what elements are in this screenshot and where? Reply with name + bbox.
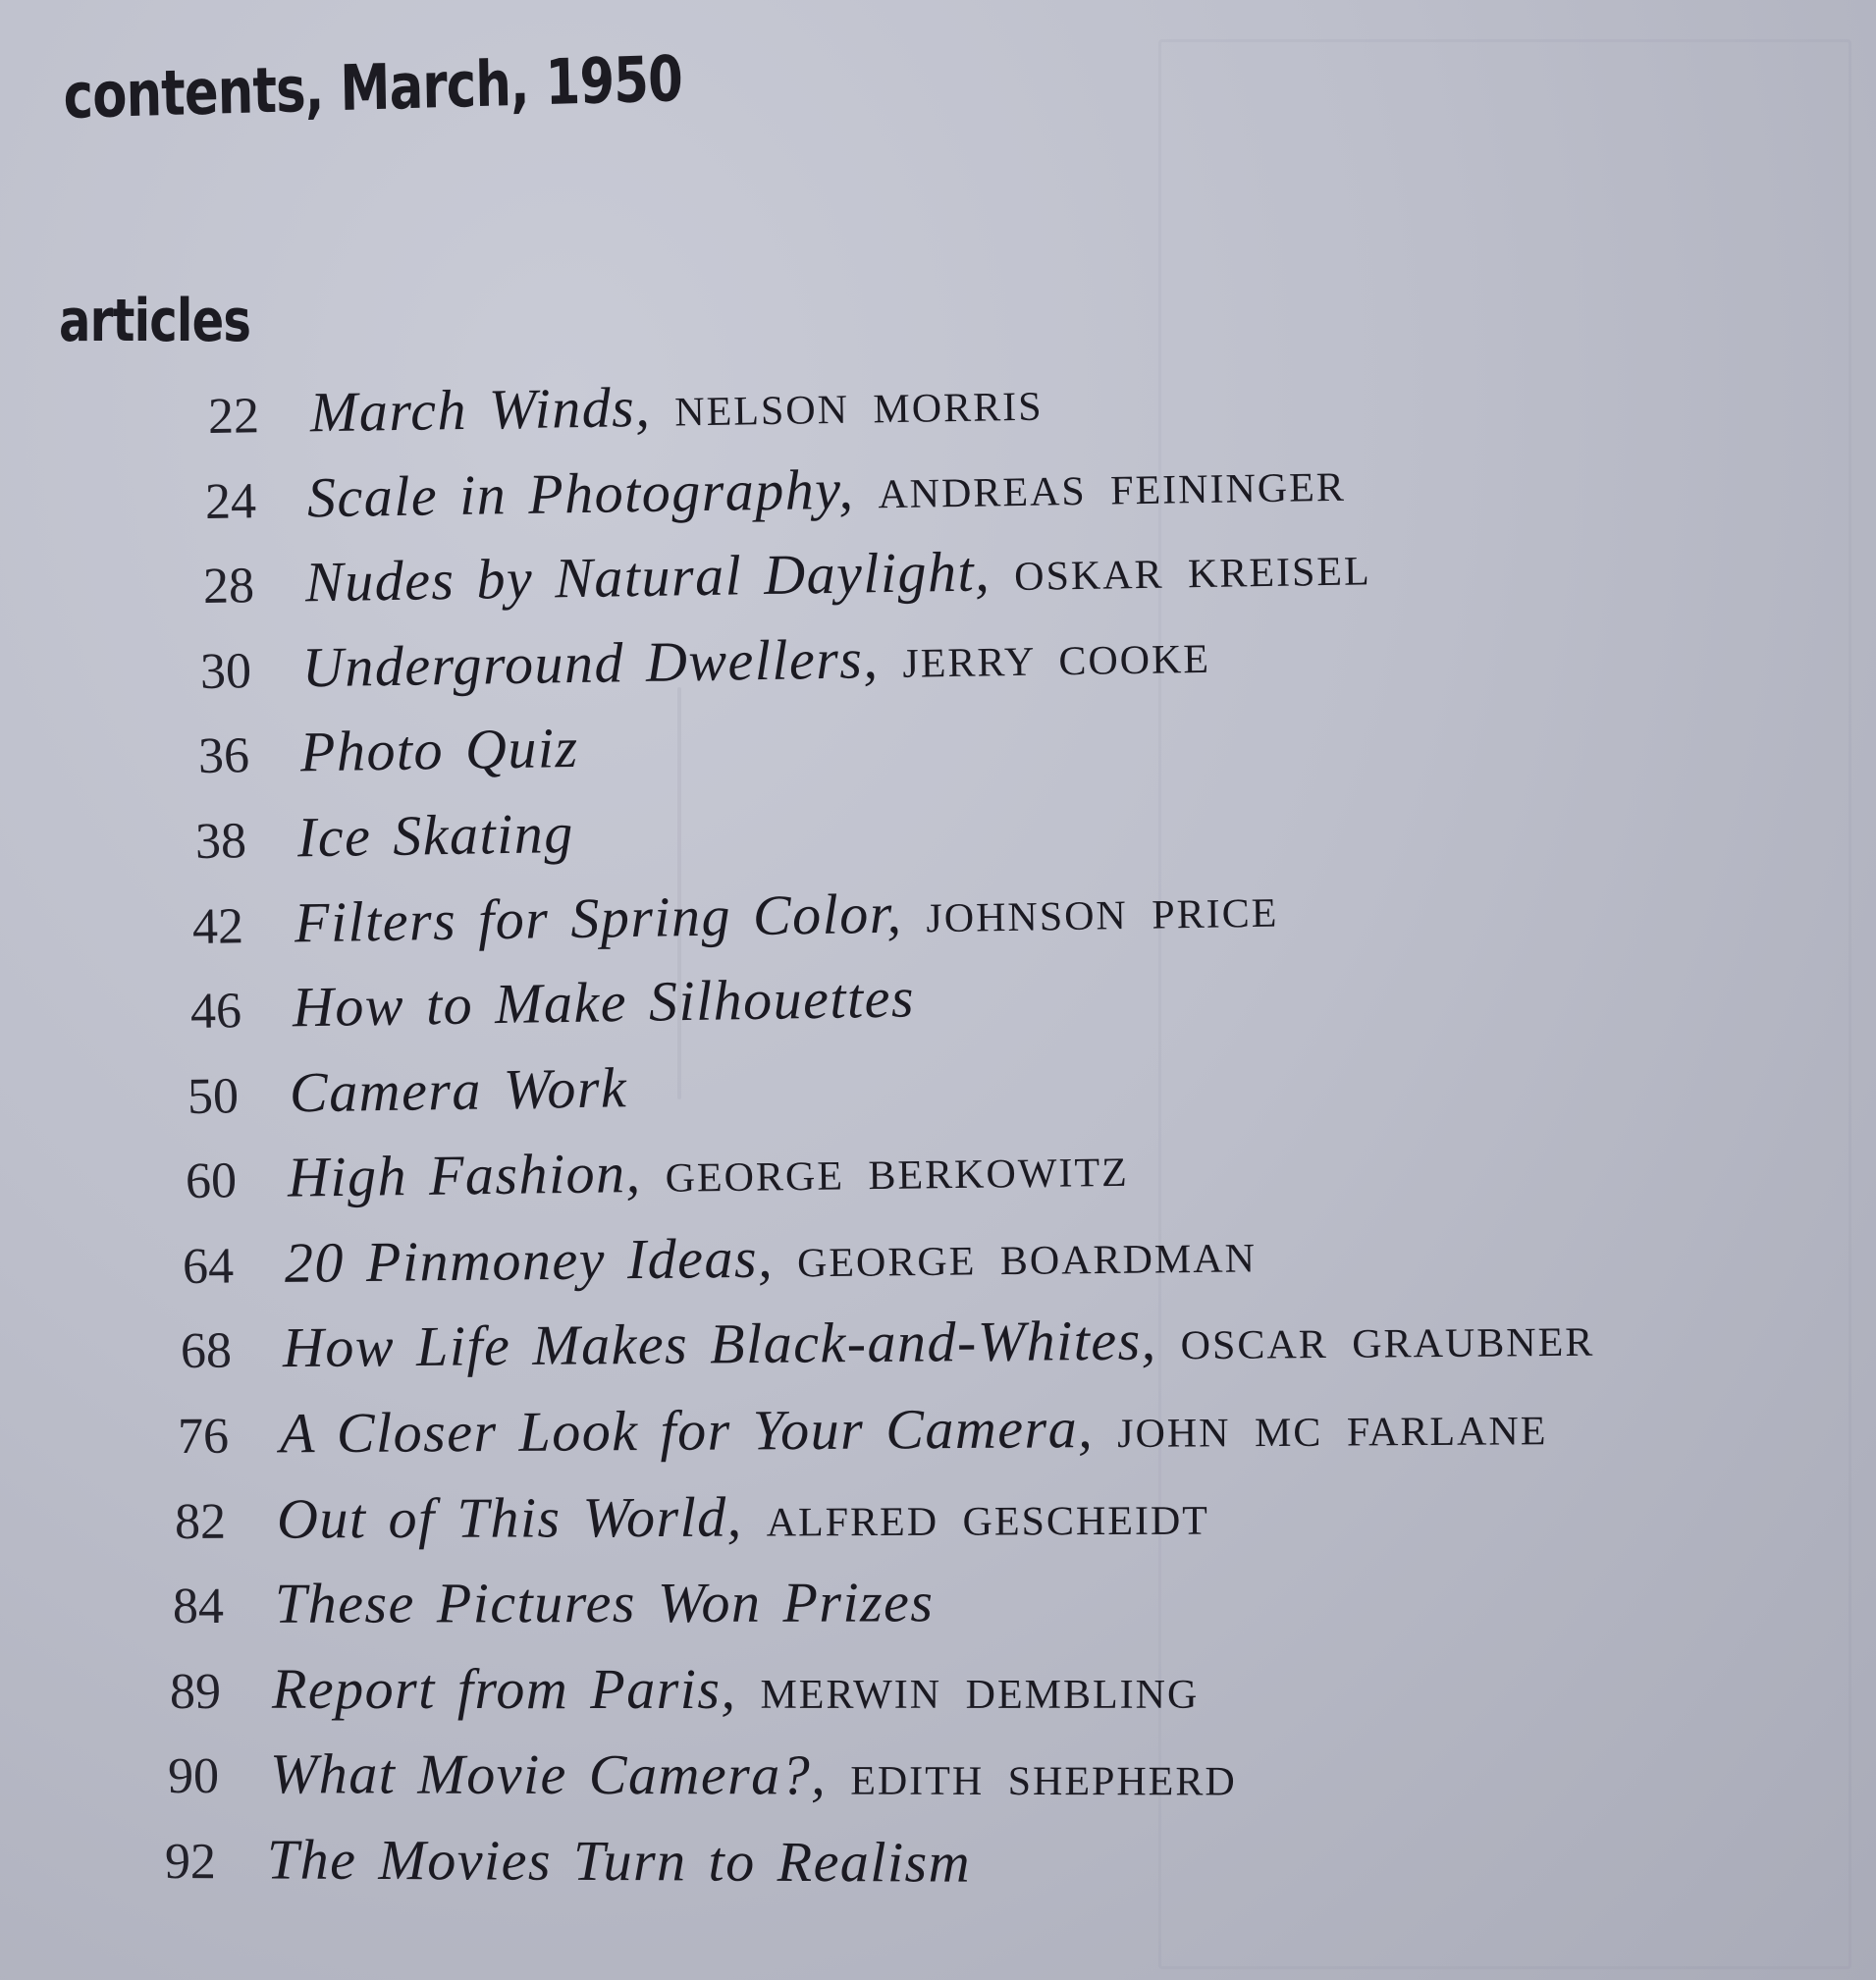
list-item: [180, 1304, 1594, 1384]
list-item: [188, 1054, 628, 1130]
list-item: [185, 1134, 1129, 1214]
article-title: Filters for Spring Color,: [294, 881, 904, 954]
article-title: How to Make Silhouettes: [292, 965, 916, 1040]
article-title: Out of This World,: [277, 1484, 744, 1551]
article-author: JOHNSON PRICE: [926, 890, 1280, 941]
article-author: NELSON MORRIS: [673, 384, 1044, 436]
page-title: contents, March, 1950: [63, 43, 683, 134]
page-number: 60: [185, 1152, 238, 1210]
section-title: articles: [59, 287, 251, 355]
page-number: 84: [172, 1579, 224, 1635]
list-item: [197, 715, 579, 789]
article-title: A Closer Look for Your Camera,: [279, 1396, 1095, 1466]
page-number: 38: [194, 813, 247, 870]
list-item: [178, 1392, 1548, 1470]
page-number: 76: [177, 1408, 230, 1466]
article-title: Underground Dwellers,: [301, 625, 881, 700]
article-author: GEORGE BOARDMAN: [796, 1236, 1258, 1287]
list-item: [173, 1570, 935, 1640]
page-number: 30: [199, 642, 252, 700]
article-author: EDITH SHEPHERD: [849, 1758, 1237, 1805]
article-author: ANDREAS FEININGER: [878, 464, 1347, 517]
article-title: March Winds,: [309, 374, 652, 445]
article-author: MERWIN DEMBLING: [760, 1672, 1200, 1718]
page-number: 89: [170, 1663, 222, 1720]
list-item: [205, 448, 1347, 534]
list-item: [202, 532, 1371, 619]
article-author: OSCAR GRAUBNER: [1180, 1320, 1594, 1369]
page-number: 64: [182, 1238, 235, 1295]
list-item: [183, 1219, 1258, 1300]
article-title: High Fashion,: [287, 1141, 642, 1209]
list-item: [200, 620, 1211, 705]
article-title: Nudes by Natural Daylight,: [304, 539, 992, 615]
article-title: Photo Quiz: [299, 716, 579, 784]
article-author: ALFRED GESCHEIDT: [766, 1498, 1210, 1546]
page-number: 82: [175, 1493, 227, 1550]
list-item: [207, 368, 1043, 450]
page-number: 68: [180, 1323, 232, 1380]
article-title: Scale in Photography,: [306, 456, 856, 529]
list-item: [170, 1656, 1199, 1725]
article-author: JERRY COOKE: [902, 636, 1211, 687]
article-title: Camera Work: [289, 1054, 628, 1125]
page-number: 50: [187, 1067, 240, 1125]
article-title: The Movies Turn to Realism: [266, 1827, 972, 1895]
page-number: 46: [189, 983, 242, 1041]
page-number: 90: [167, 1748, 219, 1805]
article-title: These Pictures Won Prizes: [274, 1570, 935, 1636]
page-number: 36: [197, 727, 250, 785]
article-title: What Movie Camera?,: [269, 1741, 827, 1807]
article-author: JOHN MC FARLANE: [1116, 1409, 1548, 1458]
list-item: [175, 1481, 1209, 1554]
page-number: 22: [207, 388, 260, 445]
page-number: 42: [192, 897, 244, 955]
article-title: 20 Pinmoney Ideas,: [284, 1225, 775, 1295]
article-author: GEORGE BERKOWITZ: [665, 1151, 1129, 1203]
page-number: 24: [204, 472, 257, 530]
list-item: [192, 874, 1279, 959]
article-title: Ice Skating: [296, 800, 575, 870]
list-item: [165, 1826, 971, 1899]
list-item: [189, 965, 915, 1045]
article-title: How Life Makes Black-and-Whites,: [282, 1308, 1157, 1380]
list-item: [167, 1740, 1236, 1811]
list-item: [194, 800, 574, 875]
article-author: OSKAR KREISEL: [1013, 549, 1371, 601]
page-number: 92: [164, 1834, 217, 1891]
article-title: Report from Paris,: [272, 1656, 737, 1721]
page-number: 28: [202, 558, 255, 615]
